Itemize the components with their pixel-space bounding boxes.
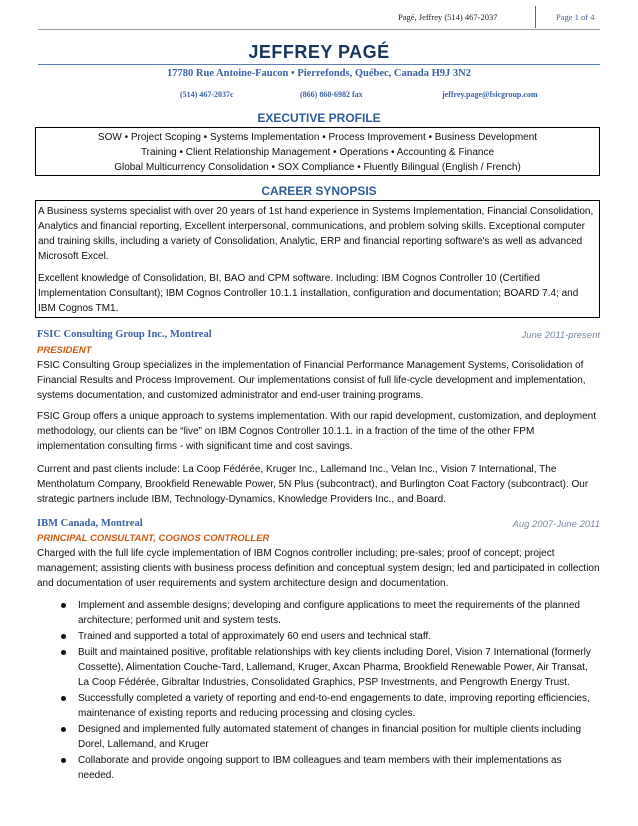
page-number: Page 1 of 4 [556,12,595,22]
header-rule [38,29,600,30]
profile-line: Training • Client Relationship Management • Operations • Accounting & Finance [140,147,495,158]
career-synopsis-heading: CAREER SYNOPSIS [261,184,377,198]
job-paragraph: FSIC Group offers a unique approach to systems implementation. With our rapid development, customization, and deployment methodology, our clients can be “live” on IBM Cognos Controller 10.1.1. in a fraction of the time of the other FPM implementation consulting firms - with significant time and cost savings. [37,411,596,452]
address: 17780 Rue Antoine-Faucon • Pierrefonds, Québec, Canada H9J 3N2 [167,68,471,79]
bullet-icon [61,727,66,732]
career-synopsis-box [35,200,600,318]
executive-profile-box [35,127,600,176]
bullet-text: Collaborate and provide ongoing support to IBM colleagues and team members with their implementations as needed. [78,755,562,781]
bullet-text: Designed and implemented fully automated statement of changes in financial position for multiple clients including Dorel, Lallemand, and Kruger [78,724,582,750]
list-item [37,753,600,783]
list-item [37,598,600,628]
list-item [37,629,600,644]
job-dates: June 2011-present [521,330,600,341]
job-description [37,358,600,507]
fax: (866) 860-6982 fax [300,90,363,99]
job-paragraph: FSIC Consulting Group specializes in the implementation of Financial Performance Management Systems, Consolidation of Financial Results and Process Improvement. Our implementations consist of full life-cycle development and implementation, systems documentation, and customized administrator and end-user training programs. [37,360,586,401]
list-item [37,645,600,690]
job-company: FSIC Consulting Group Inc., Montreal [37,329,212,340]
job-company: IBM Canada, Montreal [37,518,143,529]
candidate-name: JEFFREY PAGÉ [248,42,390,62]
job-paragraph: Current and past clients include: La Coop Fédérée, Kruger Inc., Lallemand Inc., Velan Inc., Vision 7 International, The Mentholatum Company, Brookfield Renewable Power, 5N Plus (subcontract), and Burlington Coat Factory (subcontract). Our strategic partners include IBM, Technology-Dynamics, Knowledge Providers Inc., and Board. [37,464,589,505]
synopsis-paragraph: A Business systems specialist with over 20 years of 1st hand experience in Systems Implementation, Financial Consolidation, Analytics and financial reporting, Excellent interpersonal, communications, and problem solving skills. Exceptional computer and training skills, including a variety of Consolidation, Analytic, ERP and financial reporting software's as well as advanced Microsoft Excel. [38,206,594,262]
bullet-text: Successfully completed a variety of reporting and end-to-end engagements to date, improving reporting efficiencies, maintenance of existing reports and reducing processing and closing cycles. [78,693,590,719]
header-separator [535,6,536,28]
email-link[interactable]: jeffrey.page@fsicgroup.com [442,90,538,99]
profile-line: SOW • Project Scoping • Systems Implementation • Process Improvement • Business Development [97,132,538,143]
list-item [37,722,600,752]
executive-profile-heading: EXECUTIVE PROFILE [257,111,381,125]
bullet-icon [61,634,66,639]
running-head: Pagé, Jeffrey (514) 467-2037 [398,12,498,22]
bullet-icon [61,603,66,608]
synopsis-paragraph: Excellent knowledge of Consolidation, BI, BAO and CPM software. Including: IBM Cognos Controller 10 (Certified Implementation Consultant); IBM Cognos Controller 10.1.1 installation, configuration and documentation; BOARD 7.4; and IBM Cognos TM1. [38,273,579,314]
bullet-text: Trained and supported a total of approximately 60 end users and technical staff. [78,631,431,642]
bullet-icon [61,758,66,763]
achievement-list [37,598,600,784]
job-intro: Charged with the full life cycle implementation of IBM Cognos controller including; pre-sales; proof of concept; project management; assisting clients with business process definition and conceptual system design; led and participated in collection and documentation of user requirements and system architecture design and documentation. [37,548,600,589]
job-role: PRESIDENT [37,345,92,356]
bullet-icon [61,650,66,655]
phone: (514) 467-2037c [180,90,234,99]
name-rule [38,64,600,65]
bullet-text: Implement and assemble designs; developing and configure applications to meet the requirements of the planned architecture; performed unit and system tests. [78,600,580,626]
bullet-icon [61,696,66,701]
list-item [37,691,600,721]
job-dates: Aug 2007-June 2011 [512,519,600,530]
bullet-text: Built and maintained positive, profitable relationships with key clients including Dorel, Vision 7 International (formerly Cossette), Alimentation Couche-Tard, Lallemand, Kruger, Axcan Pharma, Brookfield Renewable Power, Air Transat, La Coop Fédérée, Gibraltar Industries, Consolidated Graphics, PSP Investments, and Pengrowth Energy Trust. [78,647,591,688]
job-role: PRINCIPAL CONSULTANT, COGNOS CONTROLLER [37,533,270,544]
profile-line: Global Multicurrency Consolidation • SOX Compliance • Fluently Bilingual (English / French) [114,162,521,173]
